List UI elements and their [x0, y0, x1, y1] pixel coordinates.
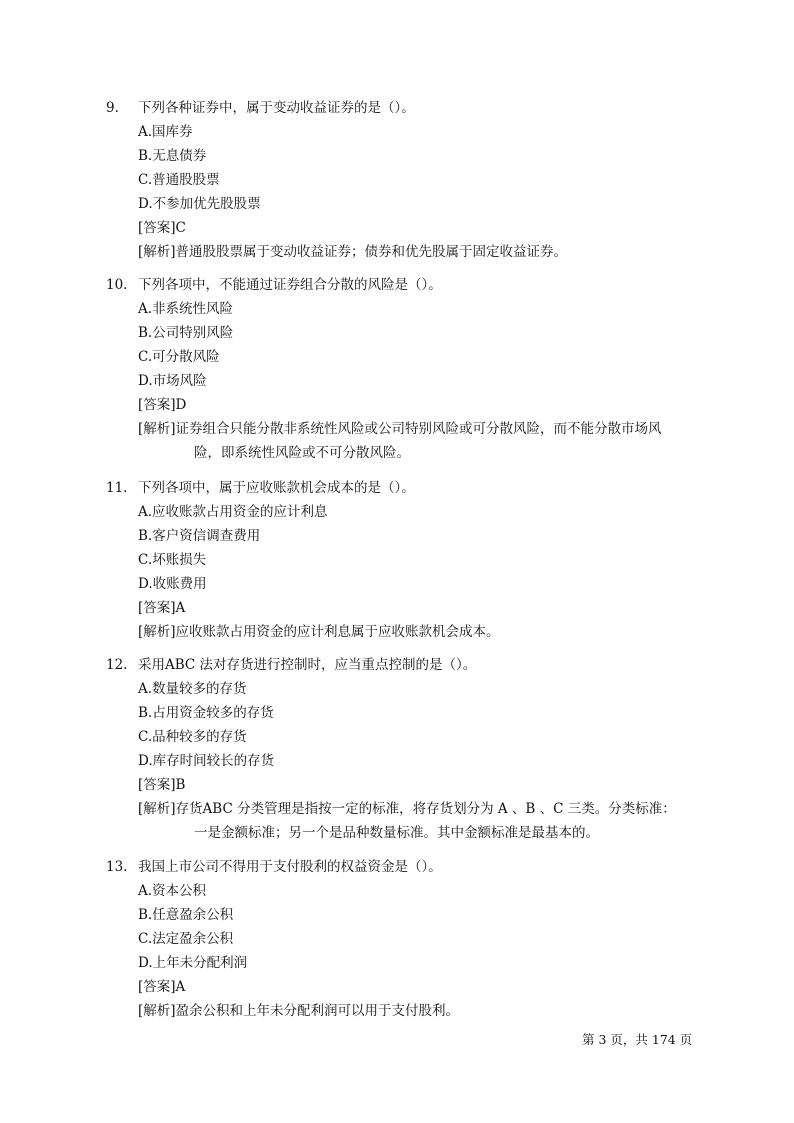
explanation-continued: 险，即系统性风险或不可分散风险。 — [194, 445, 410, 461]
question-number: 9. — [106, 100, 119, 116]
question-number: 11. — [106, 480, 128, 496]
question-text: 下列各种证券中，属于变动收益证券的是（）。 — [138, 100, 415, 116]
answer: [答案]D — [138, 397, 187, 413]
question-text: 下列各项中，不能通过证券组合分散的风险是（）。 — [138, 277, 442, 293]
question-number: 13. — [106, 859, 128, 875]
option-a: A.资本公积 — [138, 883, 207, 899]
explanation: [解析]存货ABC 分类管理是指按一定的标准，将存货划分为 A 、B 、C 三类。分类标准： — [138, 801, 676, 817]
option-d: D.收账费用 — [138, 576, 207, 592]
option-b: B.任意盈余公积 — [138, 907, 234, 923]
answer: [答案]C — [138, 220, 186, 236]
question-text: 我国上市公司不得用于支付股利的权益资金是（）。 — [138, 859, 442, 875]
option-c: C.普通股股票 — [138, 172, 220, 188]
question-text: 下列各项中，属于应收账款机会成本的是（）。 — [138, 480, 415, 496]
option-a: A.非系统性风险 — [138, 301, 234, 317]
option-c: C.可分散风险 — [138, 349, 220, 365]
explanation-continued: 一是金额标准；另一个是品种数量标准。其中金额标准是最基本的。 — [194, 825, 599, 841]
option-c: C.坏账损失 — [138, 552, 207, 568]
answer: [答案]B — [138, 777, 186, 793]
option-a: A.数量较多的存货 — [138, 681, 247, 697]
option-b: B.客户资信调查费用 — [138, 528, 261, 544]
question-number: 12. — [106, 657, 128, 673]
option-a: A.国库券 — [138, 124, 193, 140]
answer: [答案]A — [138, 600, 186, 616]
explanation: [解析]盈余公积和上年未分配利润可以用于支付股利。 — [138, 1003, 460, 1019]
explanation: [解析]应收账款占用资金的应计利息属于应收账款机会成本。 — [138, 624, 500, 640]
option-a: A.应收账款占用资金的应计利息 — [138, 504, 328, 520]
question-number: 10. — [106, 277, 128, 293]
question-text: 采用ABC 法对存货进行控制时，应当重点控制的是（）。 — [138, 657, 477, 673]
explanation: [解析]证券组合只能分散非系统性风险或公司特别风险或可分散风险，而不能分散市场风 — [138, 421, 662, 437]
option-d: D.市场风险 — [138, 373, 207, 389]
explanation: [解析]普通股股票属于变动收益证券；债券和优先股属于固定收益证券。 — [138, 244, 568, 260]
answer: [答案]A — [138, 979, 186, 995]
option-c: C.品种较多的存货 — [138, 729, 247, 745]
option-b: B.公司特别风险 — [138, 325, 234, 341]
option-d: D.不参加优先股股票 — [138, 196, 261, 212]
option-c: C.法定盈余公积 — [138, 931, 234, 947]
page-number-footer: 第 3 页，共 174 页 — [582, 1032, 693, 1047]
option-b: B.占用资金较多的存货 — [138, 705, 274, 721]
option-d: D.上年未分配利润 — [138, 955, 248, 971]
option-b: B.无息债券 — [138, 148, 207, 164]
option-d: D.库存时间较长的存货 — [138, 753, 275, 769]
